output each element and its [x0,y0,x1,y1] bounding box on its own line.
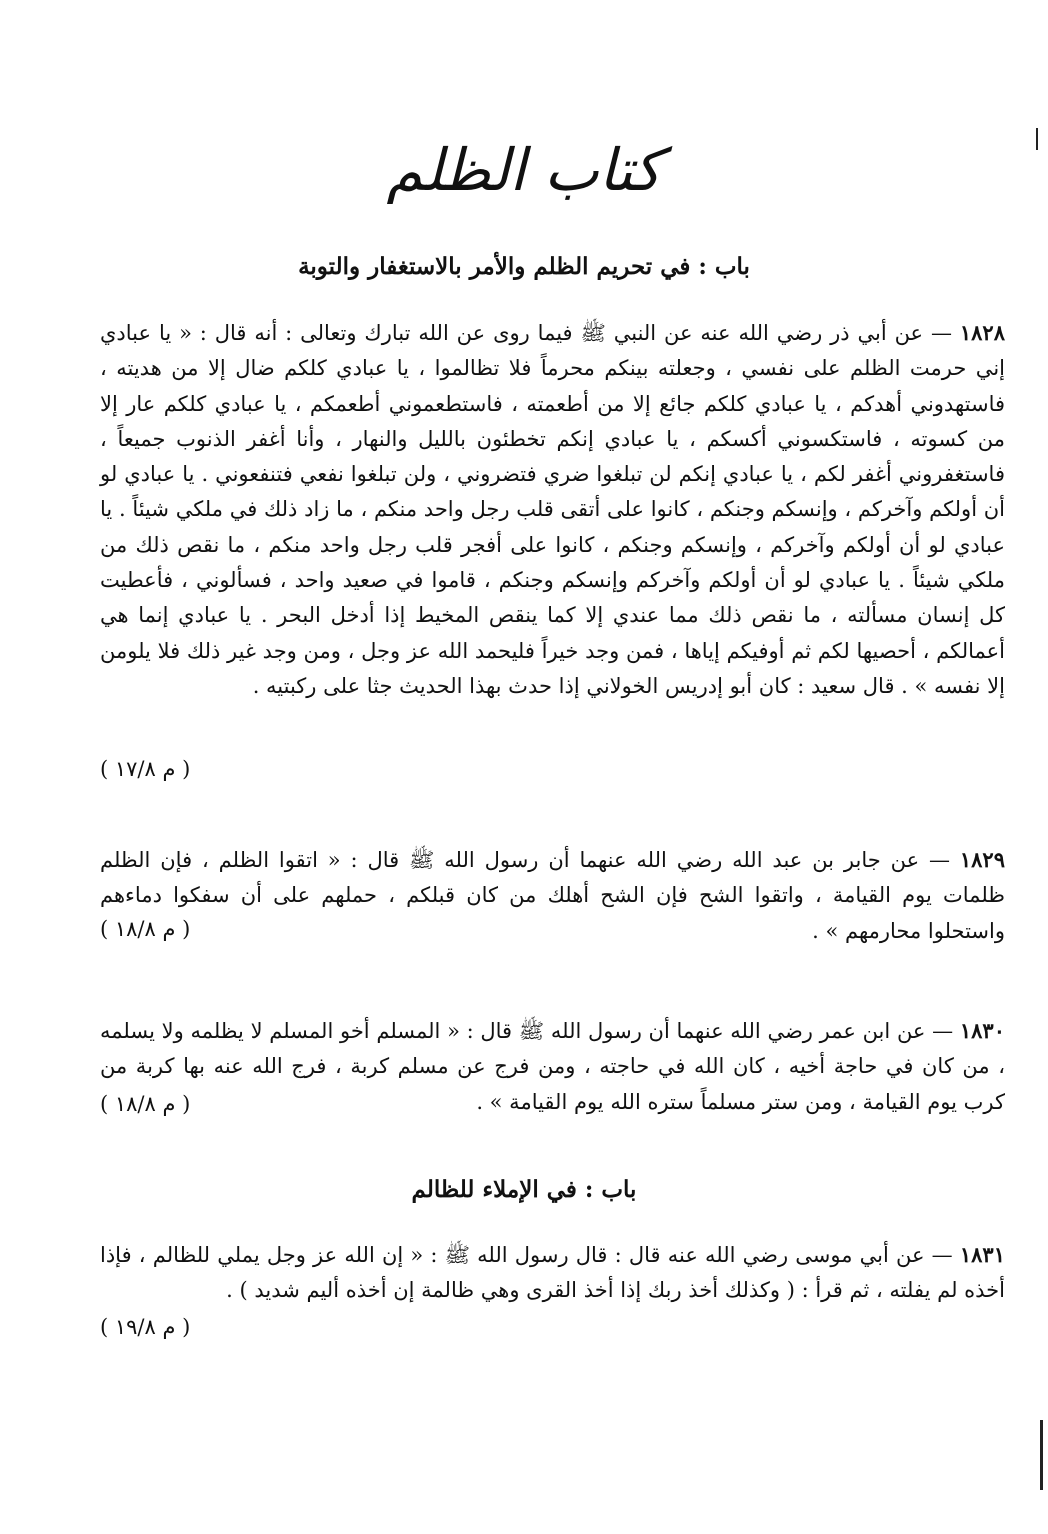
scan-edge-mark [1040,1420,1043,1490]
hadith-reference: ( م ١٧/٨ ) [100,757,191,781]
chapter-heading-respite-for-oppressor: باب : في الإملاء للظالم [411,1176,637,1203]
hadith-text: — عن جابر بن عبد الله رضي الله عنهما أن رسول الله ﷺ قال : « اتقوا الظلم ، فإن الظلم ظلمات يوم القيامة ، واتقوا الشح فإن الشح أهلك من كان قبلكم ، حملهم على أن سفكوا دماءهم واستحلوا محارمهم » . [100,848,1005,943]
hadith-number: ١٨٣١ [959,1242,1005,1267]
hadith-number: ١٨٢٩ [959,847,1005,872]
scan-edge-mark [1036,128,1038,150]
hadith-reference: ( م ١٩/٨ ) [100,1315,191,1339]
hadith-1828 [100,315,1005,704]
book-title: كتاب الظلم [386,136,662,204]
hadith-number: ١٨٢٨ [959,320,1005,345]
chapter-heading-prohibition-of-injustice: باب : في تحريم الظلم والأمر بالاستغفار والتوبة [298,253,750,280]
hadith-1831 [100,1237,1005,1309]
hadith-1829 [100,842,1005,949]
hadith-text: — عن أبي ذر رضي الله عنه عن النبي ﷺ فيما روى عن الله تبارك وتعالى : أنه قال : « يا عبادي إني حرمت الظلم على نفسي ، وجعلته بينكم محرماً فلا تظالموا ، يا عبادي كلكم ضال إلا من هديته ، فاستهدوني أهدكم ، يا عبادي كلكم جائع إلا من أطعمته ، فاستطعموني أطعمكم ، يا عبادي كلكم عار إلا من كسوته ، فاستكسوني أكسكم ، يا عبادي إنكم تخطئون بالليل والنهار ، وأنا أغفر الذنوب جميعاً ، فاستغفروني أغفر لكم ، يا عبادي إنكم لن تبلغوا ضري فتضروني ، ولن تبلغوا نفعي فتنفعوني . يا عبادي لو أن أولكم وآخركم ، وإنسكم وجنكم ، كانوا على أتقى قلب رجل واحد منكم ، ما زاد ذلك في ملكي شيئاً . يا عبادي لو أن أولكم وآخركم ، وإنسكم وجنكم ، كانوا على أفجر قلب رجل واحد منكم ، ما نقص ذلك من ملكي شيئاً . يا عبادي لو أن أولكم وآخركم وإنسكم وجنكم ، قاموا في صعيد واحد ، فسألوني ، فأعطيت كل إنسان مسألته ، ما نقص ذلك مما عندي إلا كما ينقص المخيط إذا أدخل البحر . يا عبادي إنما هي أعمالكم ، أحصيها لكم ثم أوفيكم إياها ، فمن وجد خيراً فليحمد الله عز وجل ، ومن وجد غير ذلك فلا يلومن إلا نفسه » . قال سعيد : كان أبو إدريس الخولاني إذا حدث بهذا الحديث جثا على ركبتيه . [100,321,1006,698]
hadith-1830 [100,1013,1005,1120]
hadith-text: — عن ابن عمر رضي الله عنهما أن رسول الله ﷺ قال : « المسلم أخو المسلم لا يظلمه ولا يسلمه ، من كان في حاجة أخيه ، كان الله في حاجته ، ومن فرج عن مسلم كربة ، فرج الله عنه بها كربة من كرب يوم القيامة ، ومن ستر مسلماً ستره الله يوم القيامة » . [100,1019,1005,1114]
hadith-text: — عن أبي موسى رضي الله عنه قال : قال رسول الله ﷺ : « إن الله عز وجل يملي للظالم ، فإذا أخذه لم يفلته ، ثم قرأ : ( وكذلك أخذ ربك إذا أخذ القرى وهي ظالمة إن أخذه أليم شديد ) . [100,1243,1005,1303]
hadith-reference: ( م ١٨/٨ ) [100,917,191,941]
hadith-reference: ( م ١٨/٨ ) [100,1092,191,1116]
hadith-number: ١٨٣٠ [959,1018,1005,1043]
